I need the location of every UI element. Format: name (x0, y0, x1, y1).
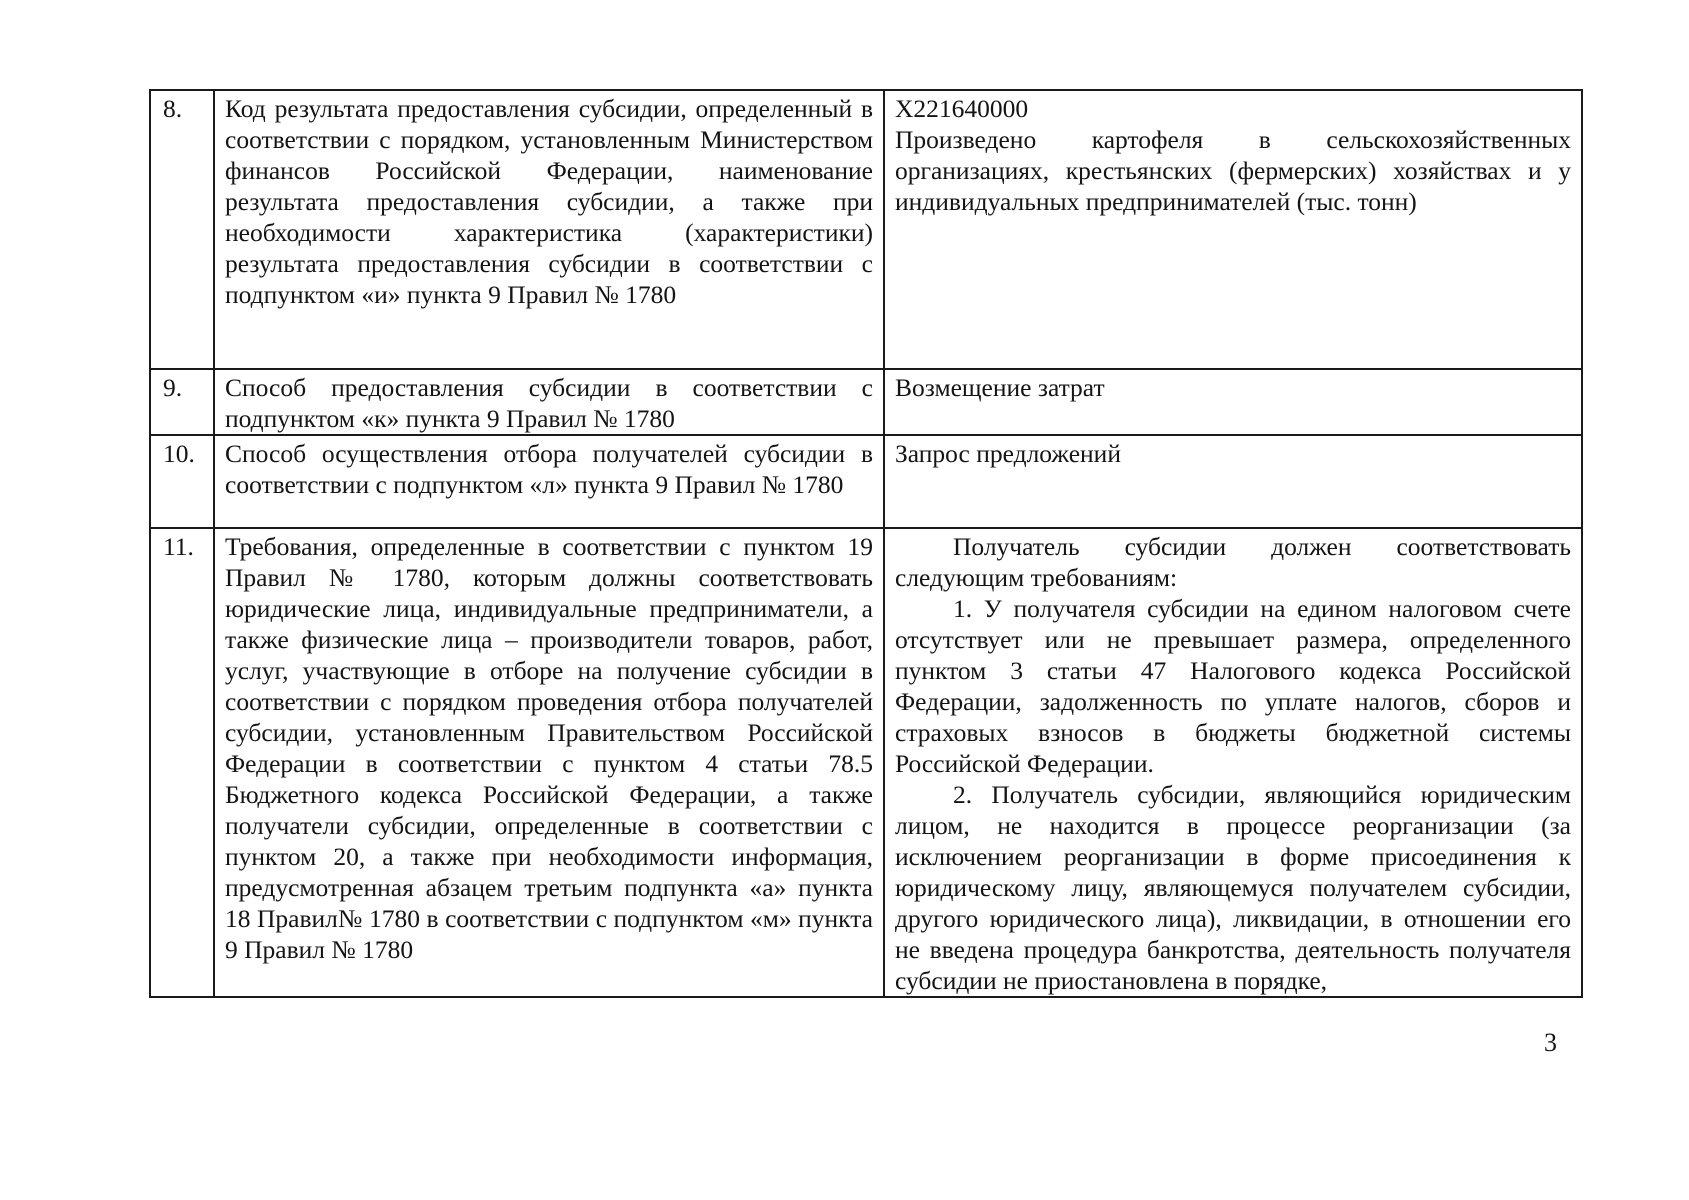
row-value (884, 90, 1582, 369)
row-value: Возмещение затрат (884, 369, 1582, 435)
row-number: 10. (150, 435, 214, 528)
row-number: 11. (150, 528, 214, 997)
table-row (150, 435, 1582, 528)
page-number: 3 (1544, 1028, 1557, 1057)
table-row (150, 369, 1582, 435)
row-number: 9. (150, 369, 214, 435)
row-description: Требования, определенные в соответствии с пунктом 19 Правил № 1780, которым должны соответствовать юридические лица, индивидуальные предприниматели, а также физические лица – производители товаров, работ, услуг, участвующие в отборе на получение субсидии в соответствии с порядком проведения отбора получателей субсидии, установленным Правительством Российской Федерации в соответствии с пунктом 4 статьи 78.5 Бюджетного кодекса Российской Федерации, а также получатели субсидии, определенные в соответствии с пунктом 20, а также при необходимости информация, предусмотренная абзацем третьим подпункта «а» пункта 18 Правил№ 1780 в соответствии с подпунктом «м» пункта 9 Правил № 1780 (214, 528, 884, 997)
requirements-intro: Получатель субсидии должен соответствовать следующим требованиям: (895, 532, 1571, 592)
requirement-item-1: 1. У получателя субсидии на едином налоговом счете отсутствует или не превышает размера, определенного пунктом 3 статьи 47 Налогового кодекса Российской Федерации, задолженность по уплате налогов, сборов и страховых взносов в бюджеты бюджетной системы Российской Федерации. (895, 594, 1571, 778)
result-code: X221640000 (895, 94, 1029, 123)
table-row (150, 528, 1582, 997)
row-value: Запрос предложений (884, 435, 1582, 528)
row-description: Код результата предоставления субсидии, определенный в соответствии с порядком, установленным Министерством финансов Российской Федерации, наименование результата предоставления субсидии, а также при необходимости характеристика (характеристики) результата предоставления субсидии в соответствии с подпунктом «и» пункта 9 Правил № 1780 (214, 90, 884, 369)
result-name: Произведено картофеля в сельскохозяйственных организациях, крестьянских (фермерских) хозяйствах и у индивидуальных предпринимателей (тыс. тонн) (895, 125, 1571, 216)
table-row (150, 90, 1582, 369)
requirement-item-2: 2. Получатель субсидии, являющийся юридическим лицом, не находится в процессе реорганизации (за исключением реорганизации в форме присоединения к юридическому лицу, являющемуся получателем субсидии, другого юридического лица), ликвидации, в отношении его не введена процедура банкротства, деятельность получателя субсидии не приостановлена в порядке, (895, 780, 1571, 995)
row-number: 8. (150, 90, 214, 369)
row-description: Способ предоставления субсидии в соответствии с подпунктом «к» пункта 9 Правил № 1780 (214, 369, 884, 435)
requirements-table (149, 89, 1583, 998)
row-description: Способ осуществления отбора получателей субсидии в соответствии с подпунктом «л» пункта 9 Правил № 1780 (214, 435, 884, 528)
row-value (884, 528, 1582, 997)
